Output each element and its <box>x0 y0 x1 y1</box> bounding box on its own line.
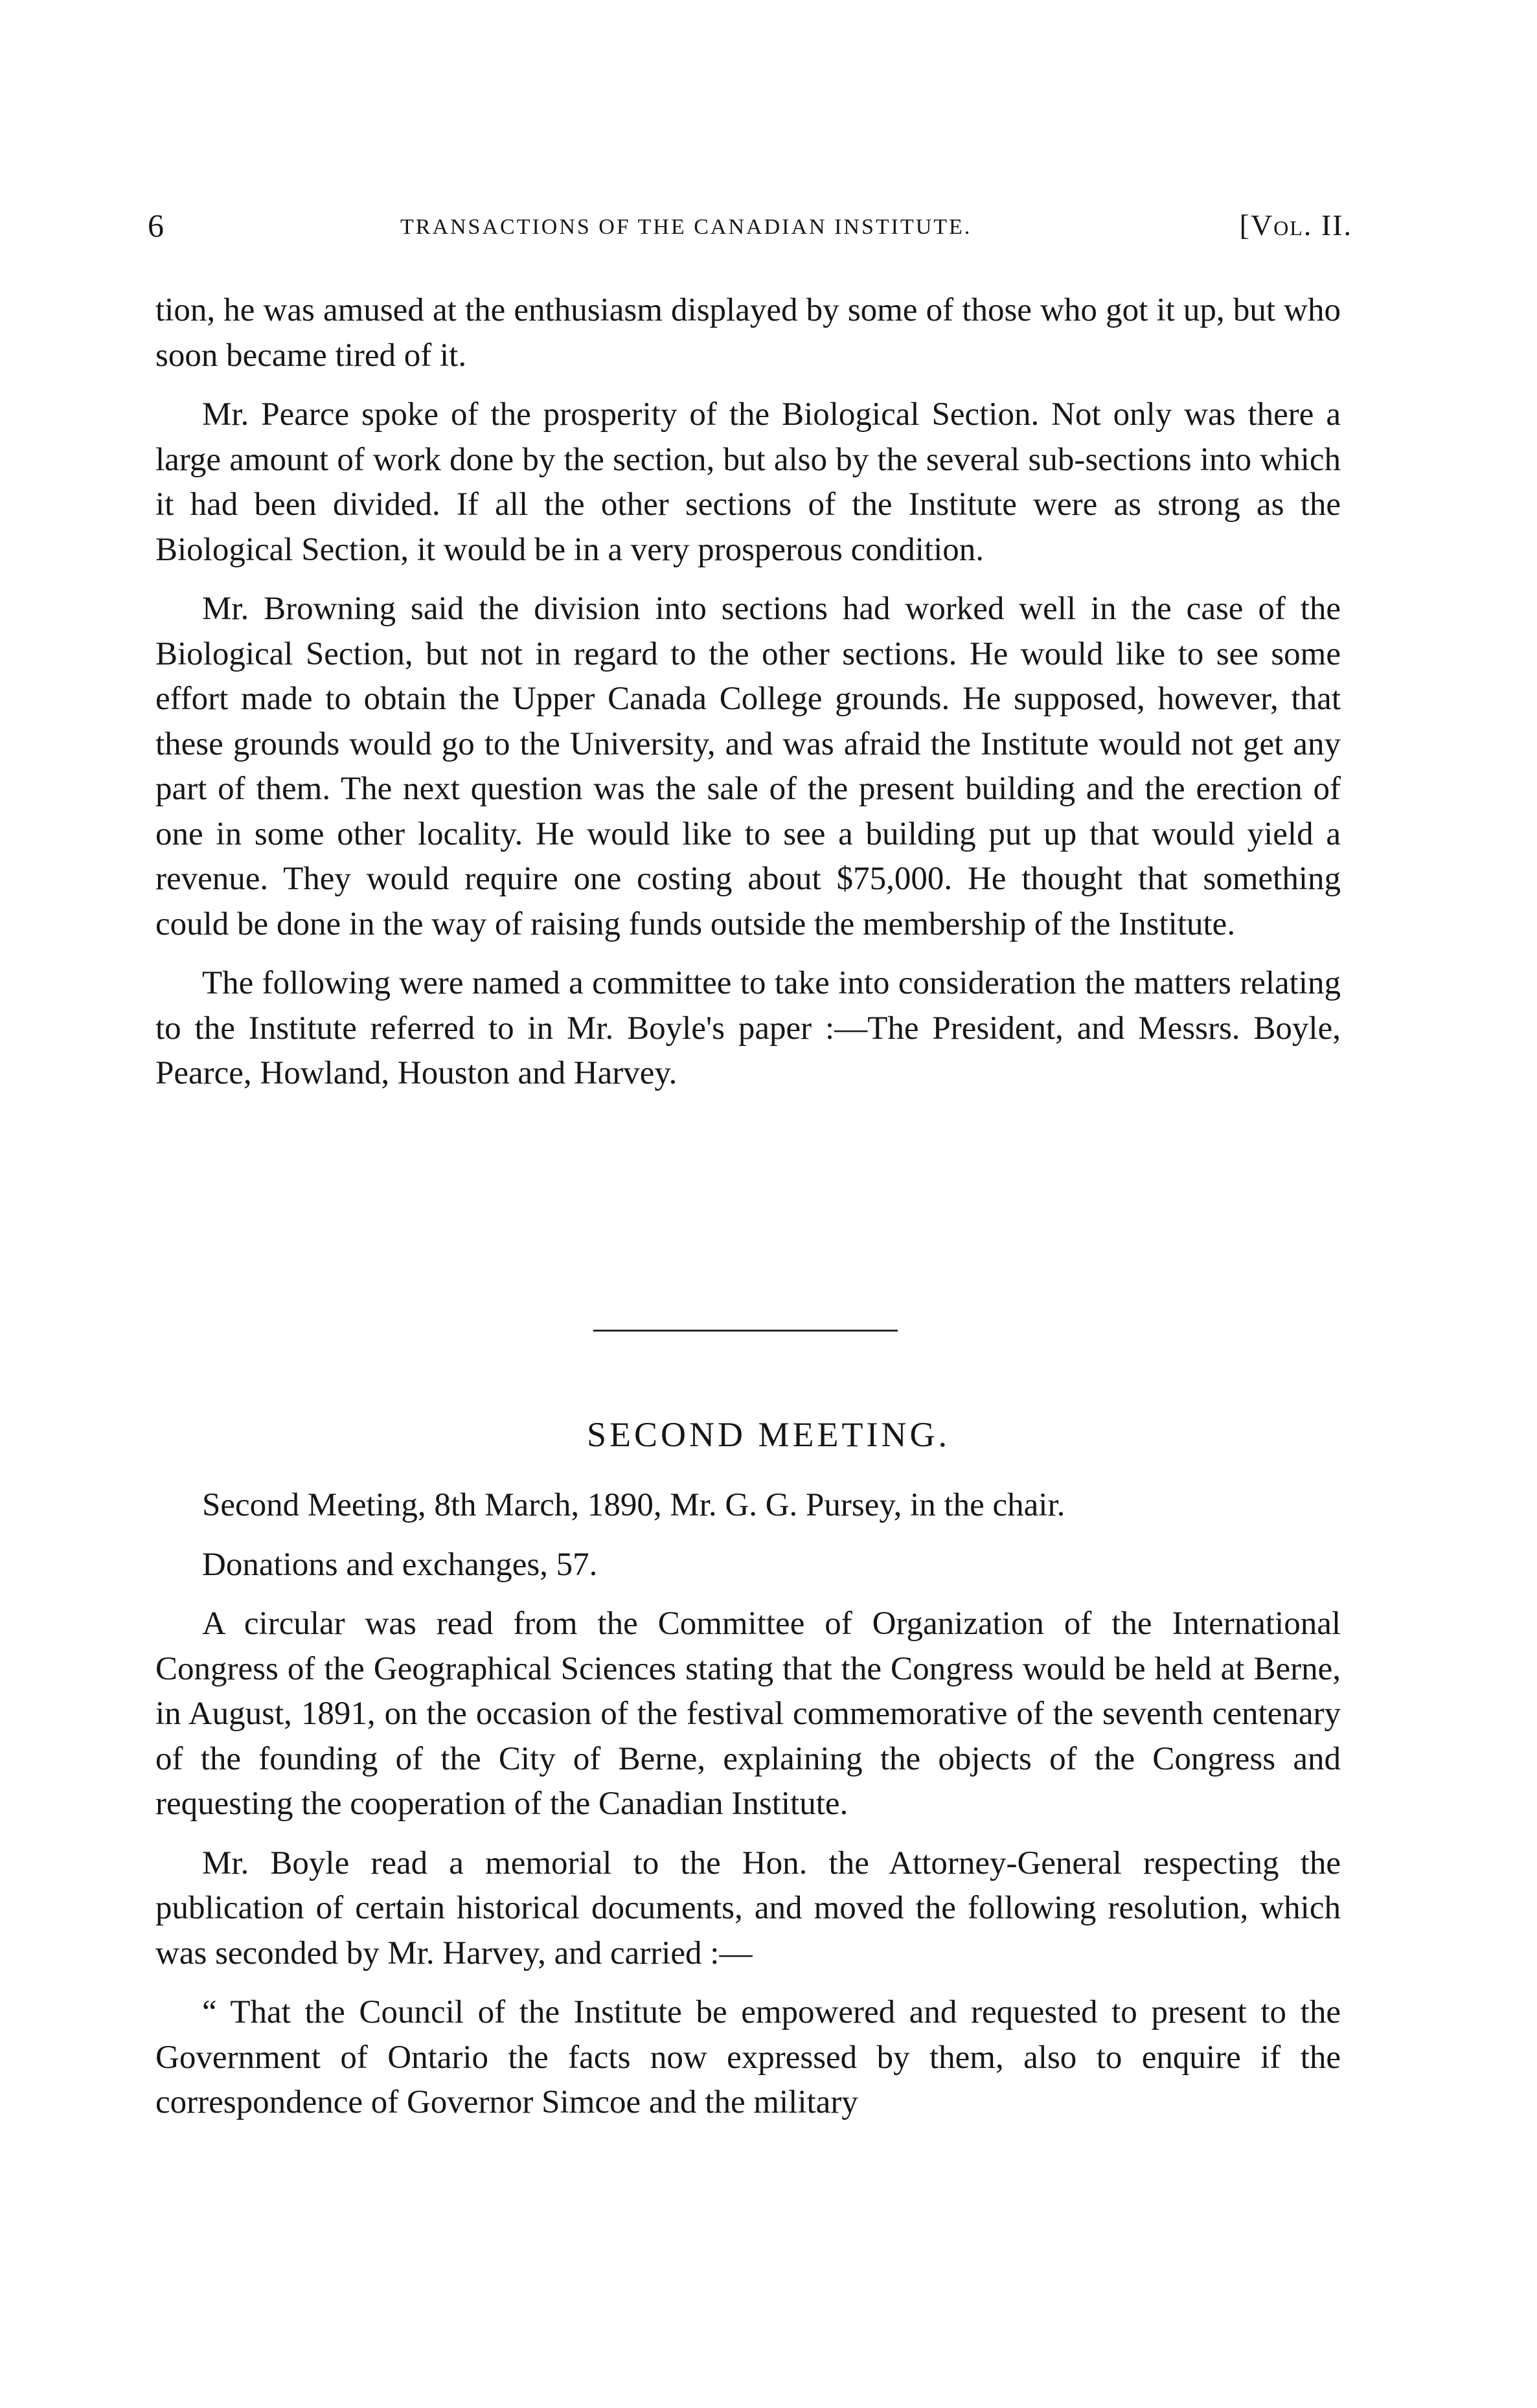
page-header <box>148 206 1352 245</box>
text-block-top <box>155 288 1341 1111</box>
running-title: TRANSACTIONS OF THE CANADIAN INSTITUTE. <box>400 215 972 239</box>
volume-label: [Vol. II. <box>1239 209 1352 242</box>
text-block-bottom <box>155 1483 1341 2140</box>
paragraph: The following were named a committee to take into consideration the matters relating to the Institute referred to in Mr. Boyle's paper :—The President, and Messrs. Boyle, Pearce, Howland, Houston and Harvey. <box>155 965 1341 1091</box>
paragraph: Mr. Boyle read a memorial to the Hon. the Attorney-General respecting the publication of certain historical documents, and moved the following resolution, which was seconded by Mr. Harvey, and carried :— <box>155 1845 1341 1971</box>
paragraph: Donations and exchanges, 57. <box>202 1546 598 1583</box>
paragraph: Mr. Browning said the division into sections had worked well in the case of the Biological Section, but not in regard to the other sections. He would like to see some effort made to obtain the Upper Canada College grounds. He supposed, however, that these grounds would go to the University, and was afraid the Institute would not get any part of them. The next question was the sale of the present building and the erection of one in some other locality. He would like to see a building put up that would yield a revenue. They would require one costing about $75,000. He thought that something could be done in the way of raising funds outside the membership of the Institute. <box>155 591 1341 942</box>
page-number: 6 <box>148 207 164 244</box>
paragraph: A circular was read from the Committee of Organization of the International Congress of the Geographical Sciences stating that the Congress would be held at Berne, in August, 1891, on the occasion of the festival commemorative of the seventh centenary of the founding of the City of Berne, explaining the objects of the Congress and requesting the cooperation of the Canadian Institute. <box>155 1606 1341 1822</box>
paragraph: tion, he was amused at the enthusiasm displayed by some of those who got it up, but who soon became tired of it. <box>155 292 1341 374</box>
section-heading: SECOND MEETING. <box>587 1415 950 1454</box>
section-divider <box>593 1330 898 1332</box>
paragraph: Mr. Pearce spoke of the prosperity of the Biological Section. Not only was there a large amount of work done by the section, but also by the several sub-sections into which it had been divided. If all the other sections of the Institute were as strong as the Biological Section, it would be in a very prosperous condition. <box>155 396 1341 568</box>
paragraph: Second Meeting, 8th March, 1890, Mr. G. G. Pursey, in the chair. <box>202 1487 1065 1523</box>
paragraph: “ That the Council of the Institute be empowered and requested to present to the Government of Ontario the facts now expressed by them, also to enquire if the correspondence of Governor Simcoe and the military <box>155 1994 1341 2120</box>
